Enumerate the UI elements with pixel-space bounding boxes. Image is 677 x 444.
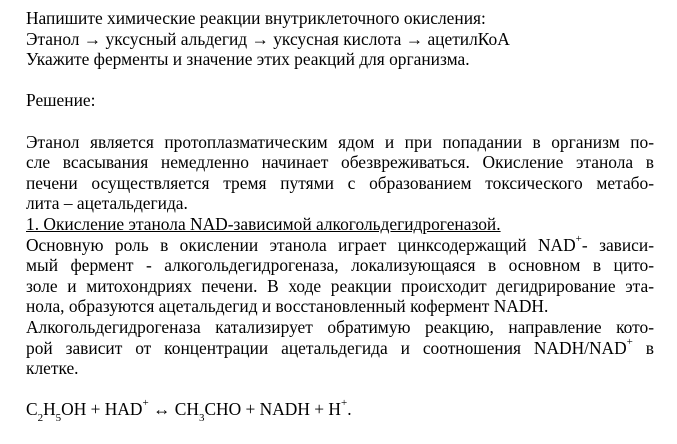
paragraph-2-line-1: [26, 232, 654, 256]
paragraph-1-line-4: лита – ацетальдегида.: [26, 193, 188, 214]
paragraph-2-line-4: нола, образуются ацетальдегид и восстановленный кофермент NADH.: [26, 296, 549, 317]
eq-sub-3: 3: [198, 411, 205, 424]
paragraph-2-line-2: мый фермент - алкогольдегидрогеназа, локализующаяся в основном в цито-: [26, 255, 654, 276]
spacer: [26, 111, 654, 132]
task-line-1: Напишите химические реакции внутриклеточного окисления:: [26, 8, 486, 28]
paragraph-1-line-3: печени осуществляется тремя путями с образованием токсического метабо-: [26, 172, 654, 193]
reaction-equation: [26, 397, 654, 424]
eq-oh-had: OH + HAD: [61, 399, 143, 420]
eq-sup-plus-2: +: [340, 397, 348, 410]
eq-c: C: [26, 399, 38, 420]
eq-sup-plus-1: +: [142, 397, 149, 410]
eq-cho-nadh: CHO + NADH + H: [204, 399, 341, 420]
p3-l2-superscript: +: [626, 335, 633, 348]
spacer: [26, 70, 654, 91]
p2-l1-text-a: Основную роль в окислении этанола играет цинксодержащий NAD: [26, 234, 576, 255]
paragraph-3-line-2: [26, 335, 654, 359]
paragraph-2-line-3: золе и митохондриях печени. В ходе реакции происходит дегидрирование эта-: [26, 275, 654, 296]
document-page: [26, 8, 654, 424]
task-line-2: Этанол → уксусный альдегид → уксусная кислота → ацетилКоА: [26, 28, 510, 49]
spacer: [26, 379, 654, 400]
paragraph-1-line-1: Этанол является протоплазматическим ядом и при попадании в организм по-: [26, 131, 654, 152]
paragraph-3-line-1: Алкогольдегидрогеназа катализирует обратимую реакцию, направление кото-: [26, 316, 654, 337]
eq-arrow-ch: ↔ CH: [148, 399, 199, 420]
eq-sub-2: 2: [37, 411, 44, 424]
paragraph-1-line-2: сле всасывания немедленно начинает обезвреживаться. Окисление этанола в: [26, 152, 654, 173]
task-line-3: Укажите ферменты и значение этих реакций для организма.: [26, 49, 470, 70]
section-1-heading: 1. Окисление этанола NAD-зависимой алкогольдегидрогеназой.: [26, 213, 501, 234]
p3-l2-text-b: в: [632, 337, 654, 358]
eq-period: .: [347, 399, 352, 420]
paragraph-3-line-3: клетке.: [26, 358, 79, 379]
solution-heading: Решение:: [26, 90, 96, 111]
eq-sub-5: 5: [55, 411, 62, 424]
p2-l1-superscript: +: [575, 232, 582, 245]
p3-l2-text-a: рой зависит от концентрации ацетальдегида и соотношения NADH/NAD: [26, 337, 627, 358]
eq-h: H: [43, 399, 56, 420]
p2-l1-text-b: - зависи-: [581, 234, 654, 255]
